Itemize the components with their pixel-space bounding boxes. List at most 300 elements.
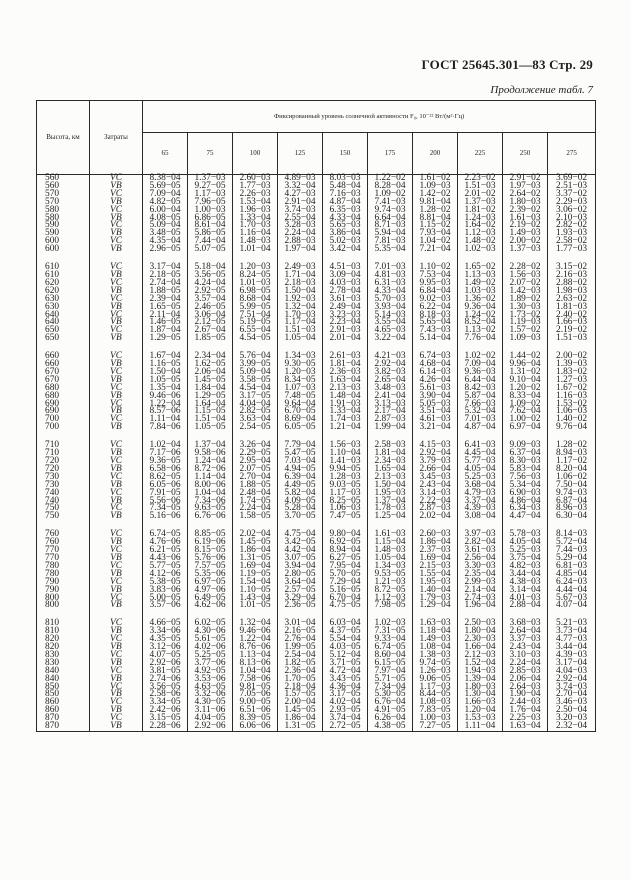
type-cell: VC: [90, 401, 143, 409]
value-cell: 1.17−02: [548, 458, 596, 466]
type-cell: VB: [90, 199, 143, 207]
value-cell: 4.02−04: [323, 699, 368, 707]
value-cell: 2.74−04: [143, 280, 188, 288]
value-cell: 1.10−04: [323, 450, 368, 458]
type-cell: VC: [90, 620, 143, 628]
type-cell: VB: [90, 602, 143, 610]
value-cell: 1.40−02: [548, 416, 596, 424]
value-cell: 1.39−03: [548, 361, 596, 369]
value-cell: 3.61−03: [458, 547, 503, 555]
value-cell: 3.74−04: [323, 715, 368, 723]
value-cell: 1.86−04: [278, 715, 323, 723]
value-cell: 6.15−05: [368, 660, 413, 668]
type-cell: VB: [90, 304, 143, 312]
value-cell: 8.15−05: [188, 547, 233, 555]
value-cell: 3.34−05: [143, 699, 188, 707]
value-cell: 1.24−04: [188, 458, 233, 466]
value-cell: 3.48−05: [143, 230, 188, 238]
value-cell: 9.27−05: [188, 183, 233, 191]
value-cell: 5.76−06: [188, 555, 233, 563]
value-cell: 5.78−03: [503, 531, 548, 539]
value-cell: 1.37−03: [188, 175, 233, 183]
value-cell: 4.12−06: [143, 571, 188, 579]
value-cell: 2.26−03: [233, 191, 278, 199]
value-cell: 2.12−05: [188, 319, 233, 327]
value-cell: 4.87−04: [458, 424, 503, 432]
value-cell: 1.80−03: [458, 684, 503, 692]
value-cell: 3.17−05: [323, 691, 368, 699]
altitude-cell: 590: [37, 222, 90, 230]
value-cell: 2.80−05: [278, 571, 323, 579]
value-cell: 5.56−06: [143, 498, 188, 506]
value-cell: 4.66−05: [143, 620, 188, 628]
altitude-cell: 870: [37, 715, 90, 723]
value-cell: 4.30−06: [188, 628, 233, 636]
value-cell: 3.37−04: [458, 498, 503, 506]
value-cell: 7.50−04: [548, 482, 596, 490]
value-cell: 3.69−02: [548, 175, 596, 183]
value-cell: 3.29−04: [278, 595, 323, 603]
value-cell: 1.91−03: [323, 401, 368, 409]
altitude-cell: 760: [37, 531, 90, 539]
value-cell: 5.09−04: [233, 369, 278, 377]
type-column-header: Затраты: [90, 101, 143, 175]
value-cell: 1.46−05: [143, 319, 188, 327]
value-cell: 3.68−04: [458, 482, 503, 490]
altitude-cell: 680: [37, 385, 90, 393]
value-cell: 7.44−03: [548, 547, 596, 555]
type-cell: VC: [90, 531, 143, 539]
value-cell: 2.70−04: [233, 474, 278, 482]
value-cell: 3.58−05: [233, 377, 278, 385]
value-cell: 4.91−05: [368, 707, 413, 715]
type-cell: VC: [90, 238, 143, 246]
type-cell: VB: [90, 555, 143, 563]
value-cell: 1.01−03: [233, 280, 278, 288]
value-cell: 5.77−05: [143, 563, 188, 571]
value-cell: 9.30−05: [278, 361, 323, 369]
value-cell: 5.29−04: [548, 555, 596, 563]
value-cell: 1.02−03: [368, 620, 413, 628]
flux-level-header: 250: [503, 133, 548, 175]
value-cell: 2.18−03: [278, 280, 323, 288]
value-cell: 2.29−03: [548, 199, 596, 207]
value-cell: 2.65−04: [368, 377, 413, 385]
value-cell: 1.50−04: [278, 288, 323, 296]
value-cell: 3.90−04: [413, 393, 458, 401]
value-cell: 2.15−03: [413, 563, 458, 571]
value-cell: 2.19−02: [548, 327, 596, 335]
altitude-cell: 800: [37, 595, 90, 603]
value-cell: 1.81−03: [548, 304, 596, 312]
value-cell: 3.82−03: [368, 369, 413, 377]
value-cell: 1.99−05: [278, 644, 323, 652]
value-cell: 4.81−03: [368, 272, 413, 280]
type-cell: VC: [90, 636, 143, 644]
value-cell: 4.27−03: [278, 191, 323, 199]
value-cell: 8.61−04: [188, 222, 233, 230]
value-cell: 1.85−05: [188, 335, 233, 343]
value-cell: 9.96−04: [503, 361, 548, 369]
value-cell: 4.30−05: [188, 699, 233, 707]
value-cell: 1.50−04: [368, 482, 413, 490]
altitude-cell: 700: [37, 416, 90, 424]
value-cell: 1.20−04: [458, 707, 503, 715]
value-cell: 8.57−06: [143, 408, 188, 416]
type-cell: VC: [90, 474, 143, 482]
value-cell: 7.56−03: [503, 474, 548, 482]
value-cell: 3.81−05: [143, 668, 188, 676]
type-cell: VB: [90, 288, 143, 296]
value-cell: 9.53−05: [368, 571, 413, 579]
value-cell: 2.01−04: [323, 335, 368, 343]
value-cell: 7.09−04: [143, 191, 188, 199]
value-cell: 9.81−05: [233, 684, 278, 692]
value-cell: 6.55−04: [233, 327, 278, 335]
value-cell: 1.13−04: [233, 652, 278, 660]
value-cell: 1.04−04: [188, 490, 233, 498]
value-cell: 1.48−03: [368, 547, 413, 555]
value-cell: 5.83−04: [503, 466, 548, 474]
value-cell: 1.20−02: [503, 385, 548, 393]
altitude-cell: 770: [37, 555, 90, 563]
value-cell: 1.76−04: [503, 707, 548, 715]
value-cell: 4.44−04: [548, 587, 596, 595]
value-cell: 6.19−06: [188, 539, 233, 547]
altitude-cell: 690: [37, 408, 90, 416]
value-cell: 4.61−03: [413, 416, 458, 424]
value-cell: 1.40−04: [413, 587, 458, 595]
altitude-cell: 740: [37, 490, 90, 498]
type-cell: VB: [90, 587, 143, 595]
value-cell: 8.94−04: [323, 547, 368, 555]
value-cell: 1.02−04: [143, 442, 188, 450]
value-cell: 2.13−03: [368, 474, 413, 482]
value-cell: 1.66−03: [458, 699, 503, 707]
value-cell: 1.26−03: [413, 668, 458, 676]
type-cell: VB: [90, 272, 143, 280]
value-cell: 9.06−05: [413, 676, 458, 684]
value-cell: 3.22−04: [368, 335, 413, 343]
value-cell: 4.68−04: [413, 361, 458, 369]
table-row: [37, 723, 596, 731]
value-cell: 9.46−06: [233, 628, 278, 636]
value-cell: 6.44−04: [458, 377, 503, 385]
value-cell: 1.02−03: [458, 246, 503, 254]
value-cell: 2.24−04: [278, 230, 323, 238]
value-cell: 1.27−03: [548, 377, 596, 385]
value-cell: 1.21−03: [368, 579, 413, 587]
altitude-cell: 830: [37, 652, 90, 660]
value-cell: 2.06−04: [188, 369, 233, 377]
altitude-cell: 680: [37, 393, 90, 401]
value-cell: 3.21−04: [413, 424, 458, 432]
altitude-cell: 730: [37, 474, 90, 482]
value-cell: 1.05−05: [143, 377, 188, 385]
value-cell: 1.16−04: [233, 230, 278, 238]
value-cell: 6.70−04: [323, 595, 368, 603]
altitude-cell: 860: [37, 707, 90, 715]
altitude-cell: 790: [37, 579, 90, 587]
altitude-cell: 830: [37, 660, 90, 668]
type-cell: VB: [90, 246, 143, 254]
value-cell: 2.92−04: [368, 361, 413, 369]
value-cell: 1.28−03: [323, 474, 368, 482]
value-cell: 1.12−03: [368, 595, 413, 603]
flux-level-header: 225: [458, 133, 503, 175]
value-cell: 1.24−03: [458, 215, 503, 223]
value-cell: 5.02−03: [323, 238, 368, 246]
value-cell: 2.55−04: [278, 215, 323, 223]
value-cell: 4.39−03: [458, 505, 503, 513]
value-cell: 1.10−05: [233, 587, 278, 595]
value-cell: 8.76−06: [233, 644, 278, 652]
type-cell: VB: [90, 691, 143, 699]
value-cell: 5.00−05: [143, 595, 188, 603]
value-cell: 3.45−03: [413, 474, 458, 482]
altitude-cell: 850: [37, 691, 90, 699]
table-row: [37, 335, 596, 343]
value-cell: 1.80−03: [503, 199, 548, 207]
value-cell: 6.76−04: [368, 699, 413, 707]
value-cell: 4.82−03: [503, 563, 548, 571]
value-cell: 2.54−05: [233, 424, 278, 432]
value-cell: 2.82−02: [548, 222, 596, 230]
value-cell: 5.14−03: [368, 312, 413, 320]
value-cell: 3.32−04: [278, 183, 323, 191]
value-cell: 1.16−05: [143, 361, 188, 369]
value-cell: 9.36−03: [458, 369, 503, 377]
value-cell: 1.82−05: [278, 660, 323, 668]
value-cell: 1.90−04: [503, 691, 548, 699]
type-cell: VB: [90, 513, 143, 521]
value-cell: 1.62−05: [188, 361, 233, 369]
value-cell: 5.76−04: [233, 353, 278, 361]
value-cell: 8.34−05: [278, 377, 323, 385]
value-cell: 2.91−03: [323, 327, 368, 335]
value-cell: 2.24−04: [233, 505, 278, 513]
value-cell: 1.01−04: [233, 246, 278, 254]
altitude-cell: 570: [37, 199, 90, 207]
value-cell: 3.14−03: [413, 490, 458, 498]
value-cell: 1.31−05: [233, 555, 278, 563]
value-cell: 1.95−03: [368, 490, 413, 498]
value-cell: 9.74−03: [368, 207, 413, 215]
value-cell: 5.25−05: [188, 652, 233, 660]
value-cell: 4.39−03: [548, 652, 596, 660]
value-cell: 4.76−06: [143, 539, 188, 547]
type-cell: VC: [90, 222, 143, 230]
value-cell: 3.14−04: [503, 587, 548, 595]
value-cell: 6.74−03: [413, 353, 458, 361]
value-cell: 6.31−03: [368, 280, 413, 288]
value-cell: 2.88−02: [548, 280, 596, 288]
value-cell: 9.74−05: [413, 660, 458, 668]
value-cell: 7.03−04: [278, 458, 323, 466]
type-cell: VB: [90, 361, 143, 369]
value-cell: 3.94−04: [278, 563, 323, 571]
value-cell: 1.07−03: [278, 385, 323, 393]
value-cell: 2.00−04: [278, 699, 323, 707]
value-cell: 8.03−03: [323, 175, 368, 183]
type-cell: VC: [90, 369, 143, 377]
altitude-cell: 810: [37, 628, 90, 636]
value-cell: 3.73−04: [548, 628, 596, 636]
value-cell: 2.78−04: [323, 288, 368, 296]
value-cell: 1.50−04: [143, 369, 188, 377]
value-cell: 6.21−05: [143, 547, 188, 555]
value-cell: 2.41−04: [368, 393, 413, 401]
value-cell: 7.01−03: [368, 264, 413, 272]
value-cell: 4.42−04: [278, 547, 323, 555]
value-cell: 1.65−02: [458, 264, 503, 272]
value-cell: 8.18−03: [413, 312, 458, 320]
value-cell: 1.05−04: [368, 555, 413, 563]
type-cell: VC: [90, 458, 143, 466]
value-cell: 2.91−04: [278, 199, 323, 207]
value-cell: 6.76−06: [188, 513, 233, 521]
altitude-cell: 750: [37, 505, 90, 513]
value-cell: 1.99−04: [368, 424, 413, 432]
value-cell: 2.92−05: [188, 288, 233, 296]
altitude-cell: 570: [37, 191, 90, 199]
altitude-cell: 820: [37, 636, 90, 644]
value-cell: 2.06−04: [503, 676, 548, 684]
value-cell: 8.30−03: [503, 458, 548, 466]
flux-level-header: 275: [548, 133, 596, 175]
type-cell: VB: [90, 230, 143, 238]
value-cell: 3.56−05: [188, 272, 233, 280]
value-cell: 1.64−04: [188, 401, 233, 409]
value-cell: 1.45−05: [278, 707, 323, 715]
value-cell: 1.66−03: [548, 319, 596, 327]
value-cell: 3.57−04: [188, 296, 233, 304]
altitude-cell: 790: [37, 587, 90, 595]
value-cell: 1.48−03: [233, 238, 278, 246]
value-cell: 1.67−04: [143, 353, 188, 361]
value-cell: 6.26−04: [368, 715, 413, 723]
value-cell: 3.06−04: [188, 312, 233, 320]
value-cell: 9.64−04: [278, 401, 323, 409]
value-cell: 1.29−04: [413, 602, 458, 610]
value-cell: 2.46−05: [188, 304, 233, 312]
value-cell: 1.32−04: [278, 304, 323, 312]
value-cell: 2.32−04: [548, 723, 596, 731]
value-cell: 1.94−03: [458, 668, 503, 676]
type-cell: VC: [90, 264, 143, 272]
value-cell: 6.87−04: [548, 498, 596, 506]
value-cell: 4.82−05: [143, 199, 188, 207]
value-cell: 1.65−04: [368, 466, 413, 474]
value-cell: 7.21−04: [413, 246, 458, 254]
value-cell: 3.34−06: [143, 628, 188, 636]
value-cell: 2.51−03: [548, 183, 596, 191]
type-cell: VC: [90, 207, 143, 215]
value-cell: 2.61−03: [323, 353, 368, 361]
value-cell: 1.25−04: [368, 513, 413, 521]
value-cell: 1.37−04: [368, 498, 413, 506]
value-cell: 2.18−05: [143, 272, 188, 280]
value-cell: 1.19−05: [233, 571, 278, 579]
value-cell: 3.75−04: [503, 555, 548, 563]
value-cell: 2.54−04: [278, 652, 323, 660]
value-cell: 8.28−04: [368, 183, 413, 191]
value-cell: 1.09−02: [503, 401, 548, 409]
value-cell: 1.69−04: [233, 563, 278, 571]
type-cell: VB: [90, 628, 143, 636]
altitude-cell: 610: [37, 272, 90, 280]
value-cell: 2.30−03: [458, 636, 503, 644]
value-cell: 1.64−02: [458, 222, 503, 230]
altitude-cell: 850: [37, 684, 90, 692]
page-header: ГОСТ 25645.301—83 Стр. 29: [421, 57, 593, 72]
value-cell: 5.21−03: [548, 620, 596, 628]
value-cell: 6.81−03: [548, 563, 596, 571]
type-cell: VC: [90, 385, 143, 393]
flux-level-header: 150: [323, 133, 368, 175]
value-cell: 6.34−03: [503, 505, 548, 513]
value-cell: 4.79−03: [458, 490, 503, 498]
value-cell: 6.37−04: [503, 450, 548, 458]
value-cell: 3.10−03: [503, 652, 548, 660]
value-cell: 1.79−03: [413, 595, 458, 603]
value-cell: 2.88−04: [503, 602, 548, 610]
value-cell: 7.44−04: [188, 238, 233, 246]
type-cell: VC: [90, 312, 143, 320]
value-cell: 2.10−03: [548, 215, 596, 223]
value-cell: 1.73−02: [503, 312, 548, 320]
type-cell: VB: [90, 707, 143, 715]
value-cell: 4.38−03: [503, 579, 548, 587]
value-cell: 1.13−03: [458, 272, 503, 280]
value-cell: 3.15−02: [548, 264, 596, 272]
value-cell: 2.70−04: [548, 691, 596, 699]
value-cell: 7.05−06: [233, 691, 278, 699]
value-cell: 3.09−04: [323, 272, 368, 280]
value-cell: 3.46−03: [548, 699, 596, 707]
value-cell: 1.06−03: [323, 505, 368, 513]
altitude-cell: 630: [37, 296, 90, 304]
value-cell: 7.58−06: [233, 676, 278, 684]
value-cell: 2.50−03: [458, 620, 503, 628]
value-cell: 1.77−03: [548, 246, 596, 254]
value-cell: 1.03−03: [458, 288, 503, 296]
type-cell: VB: [90, 482, 143, 490]
type-cell: VC: [90, 175, 143, 183]
value-cell: 1.15−05: [188, 408, 233, 416]
value-cell: 1.42−02: [413, 191, 458, 199]
value-cell: 1.66−04: [458, 644, 503, 652]
value-cell: 1.51−03: [278, 327, 323, 335]
value-cell: 7.34−04: [368, 684, 413, 692]
value-cell: 4.08−05: [143, 215, 188, 223]
value-cell: 2.36−04: [278, 668, 323, 676]
value-cell: 1.45−05: [188, 377, 233, 385]
value-cell: 3.79−03: [413, 458, 458, 466]
value-cell: 1.04−02: [413, 238, 458, 246]
value-cell: 9.10−04: [503, 377, 548, 385]
altitude-cell: 640: [37, 312, 90, 320]
value-cell: 5.14−04: [413, 335, 458, 343]
value-cell: 1.13−02: [458, 327, 503, 335]
value-cell: 2.39−04: [143, 296, 188, 304]
value-cell: 5.25−03: [458, 474, 503, 482]
value-cell: 9.36−04: [458, 304, 503, 312]
value-cell: 1.92−03: [278, 296, 323, 304]
value-cell: 5.35−06: [188, 571, 233, 579]
value-cell: 3.01−04: [278, 620, 323, 628]
value-cell: 3.28−03: [278, 222, 323, 230]
